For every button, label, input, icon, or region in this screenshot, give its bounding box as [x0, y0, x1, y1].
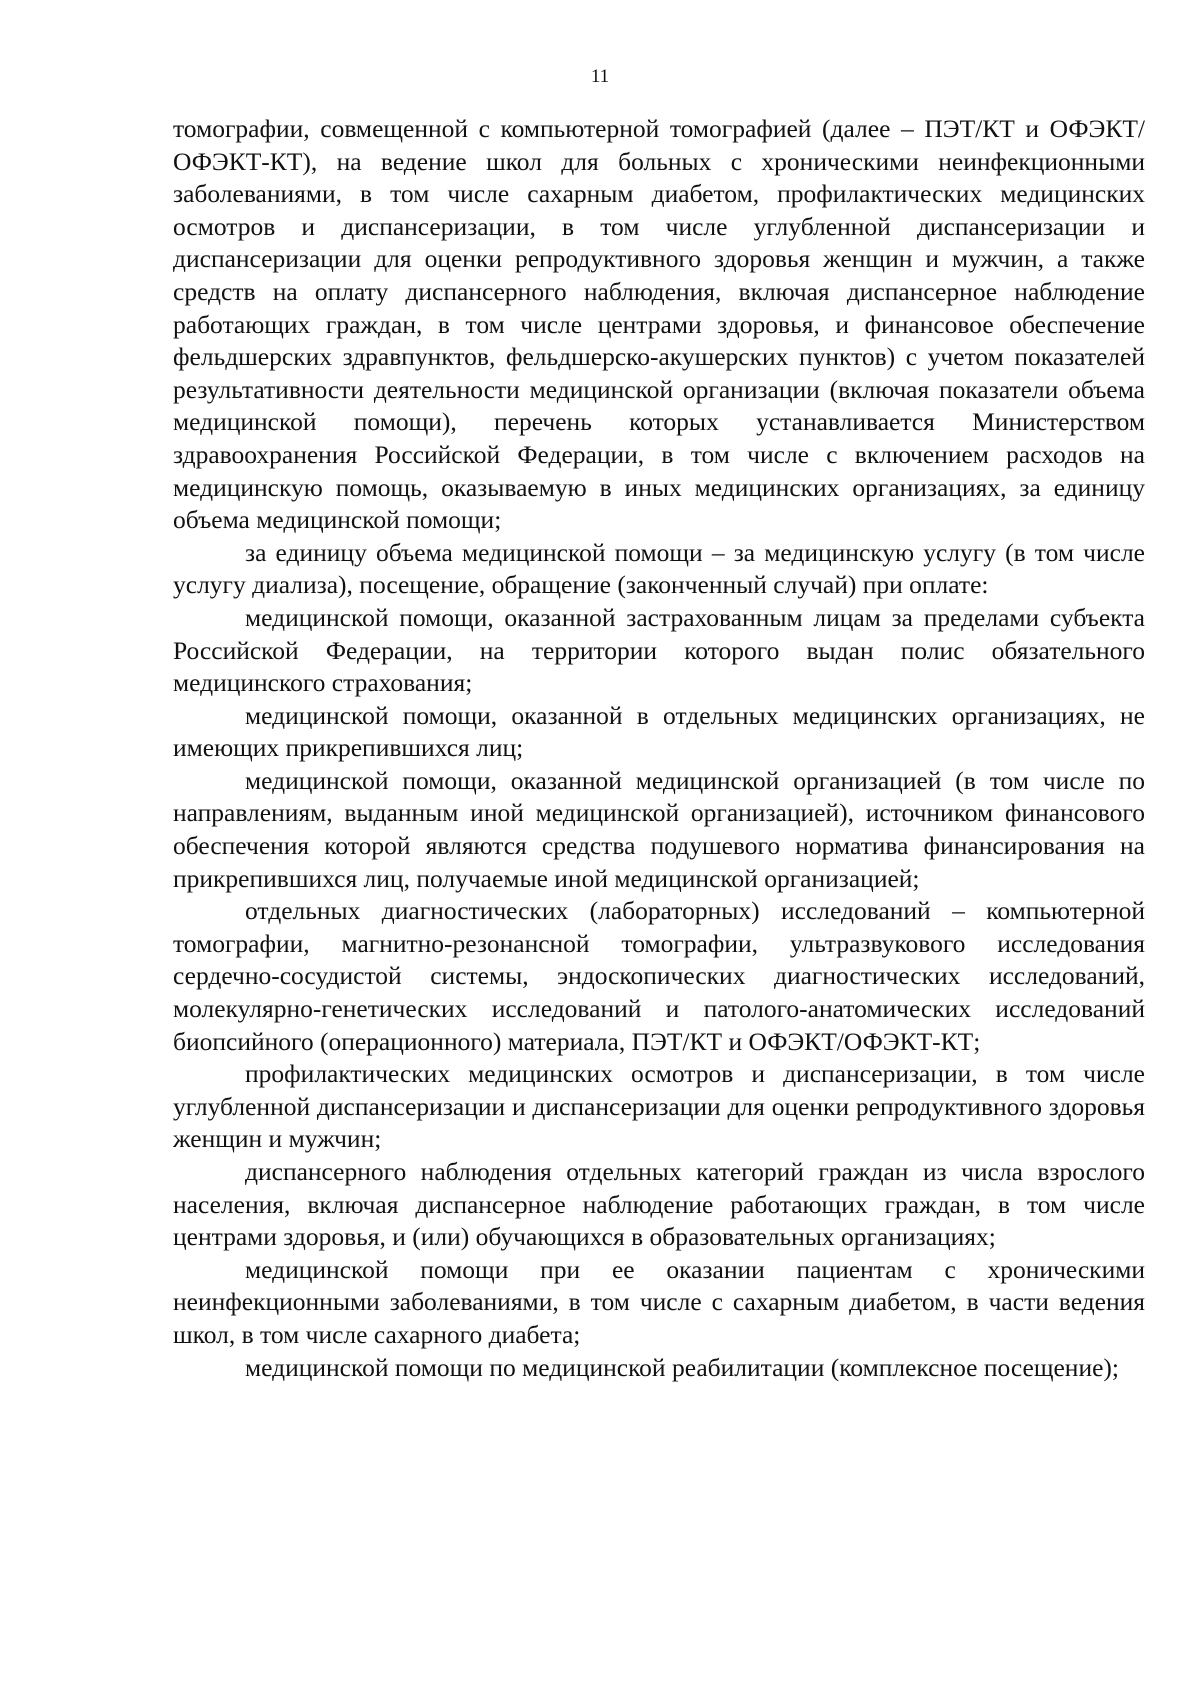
- paragraph: томографии, совмещенной с компьютерной томографией (далее – ПЭТ/КТ и ОФЭКТ/ОФЭКТ-КТ), на ведение школ для больных с хроническими неинфекционными заболеваниями, в том числе сахарным диабетом, профилактических медицинских осмотров и диспансеризации, в том числе углубленной диспансеризации и диспансеризации для оценки репродуктивного здоровья женщин и мужчин, а также средств на оплату диспансерного наблюдения, включая диспансерное наблюдение работающих граждан, в том числе центрами здоровья, и финансовое обеспечение фельдшерских здравпунктов, фельдшерско-акушерских пунктов) с учетом показателей результативности деятельности медицинской организации (включая показатели объема медицинской помощи), перечень которых устанавливается Министерством здравоохранения Российской Федерации, в том числе с включением расходов на медицинскую помощь, оказываемую в иных медицинских организациях, за единицу объема медицинской помощи;: [173, 114, 1145, 535]
- paragraph: отдельных диагностических (лабораторных) исследований – компьютерной томографии, магнитно-резонансной томографии, ультразвукового исследования сердечно-сосудистой системы, эндоскопических диагностических исследований, молекулярно-генетических исследований и патолого-анатомических исследований биопсийного (операционного) материала, ПЭТ/КТ и ОФЭКТ/ОФЭКТ-КТ;: [173, 896, 1145, 1056]
- paragraph: профилактических медицинских осмотров и диспансеризации, в том числе углубленной диспансеризации и диспансеризации для оценки репродуктивного здоровья женщин и мужчин;: [173, 1059, 1145, 1154]
- paragraph: медицинской помощи при ее оказании пациентам с хроническими неинфекционными заболеваниями, в том числе с сахарным диабетом, в части ведения школ, в том числе сахарного диабета;: [173, 1254, 1145, 1349]
- paragraph: за единицу объема медицинской помощи – за медицинскую услугу (в том числе услугу диализа), посещение, обращение (законченный случай) при оплате:: [173, 537, 1145, 600]
- paragraph: медицинской помощи, оказанной медицинской организацией (в том числе по направлениям, выданным иной медицинской организацией), источником финансового обеспечения которой являются средства подушевого норматива финансирования на прикрепившихся лиц, получаемые иной медицинской организацией;: [173, 765, 1145, 893]
- page-number: 11: [590, 66, 610, 87]
- paragraph: диспансерного наблюдения отдельных категорий граждан из числа взрослого населения, включая диспансерное наблюдение работающих граждан, в том числе центрами здоровья, и (или) обучающихся в образовательных организациях;: [173, 1157, 1145, 1252]
- paragraph: медицинской помощи по медицинской реабилитации (комплексное посещение);: [245, 1352, 1119, 1382]
- paragraph: медицинской помощи, оказанной в отдельных медицинских организациях, не имеющих прикрепившихся лиц;: [173, 700, 1145, 763]
- document-body: [173, 113, 1145, 1384]
- paragraph: медицинской помощи, оказанной застрахованным лицам за пределами субъекта Российской Федерации, на территории которого выдан полис обязательного медицинского страхования;: [173, 602, 1145, 698]
